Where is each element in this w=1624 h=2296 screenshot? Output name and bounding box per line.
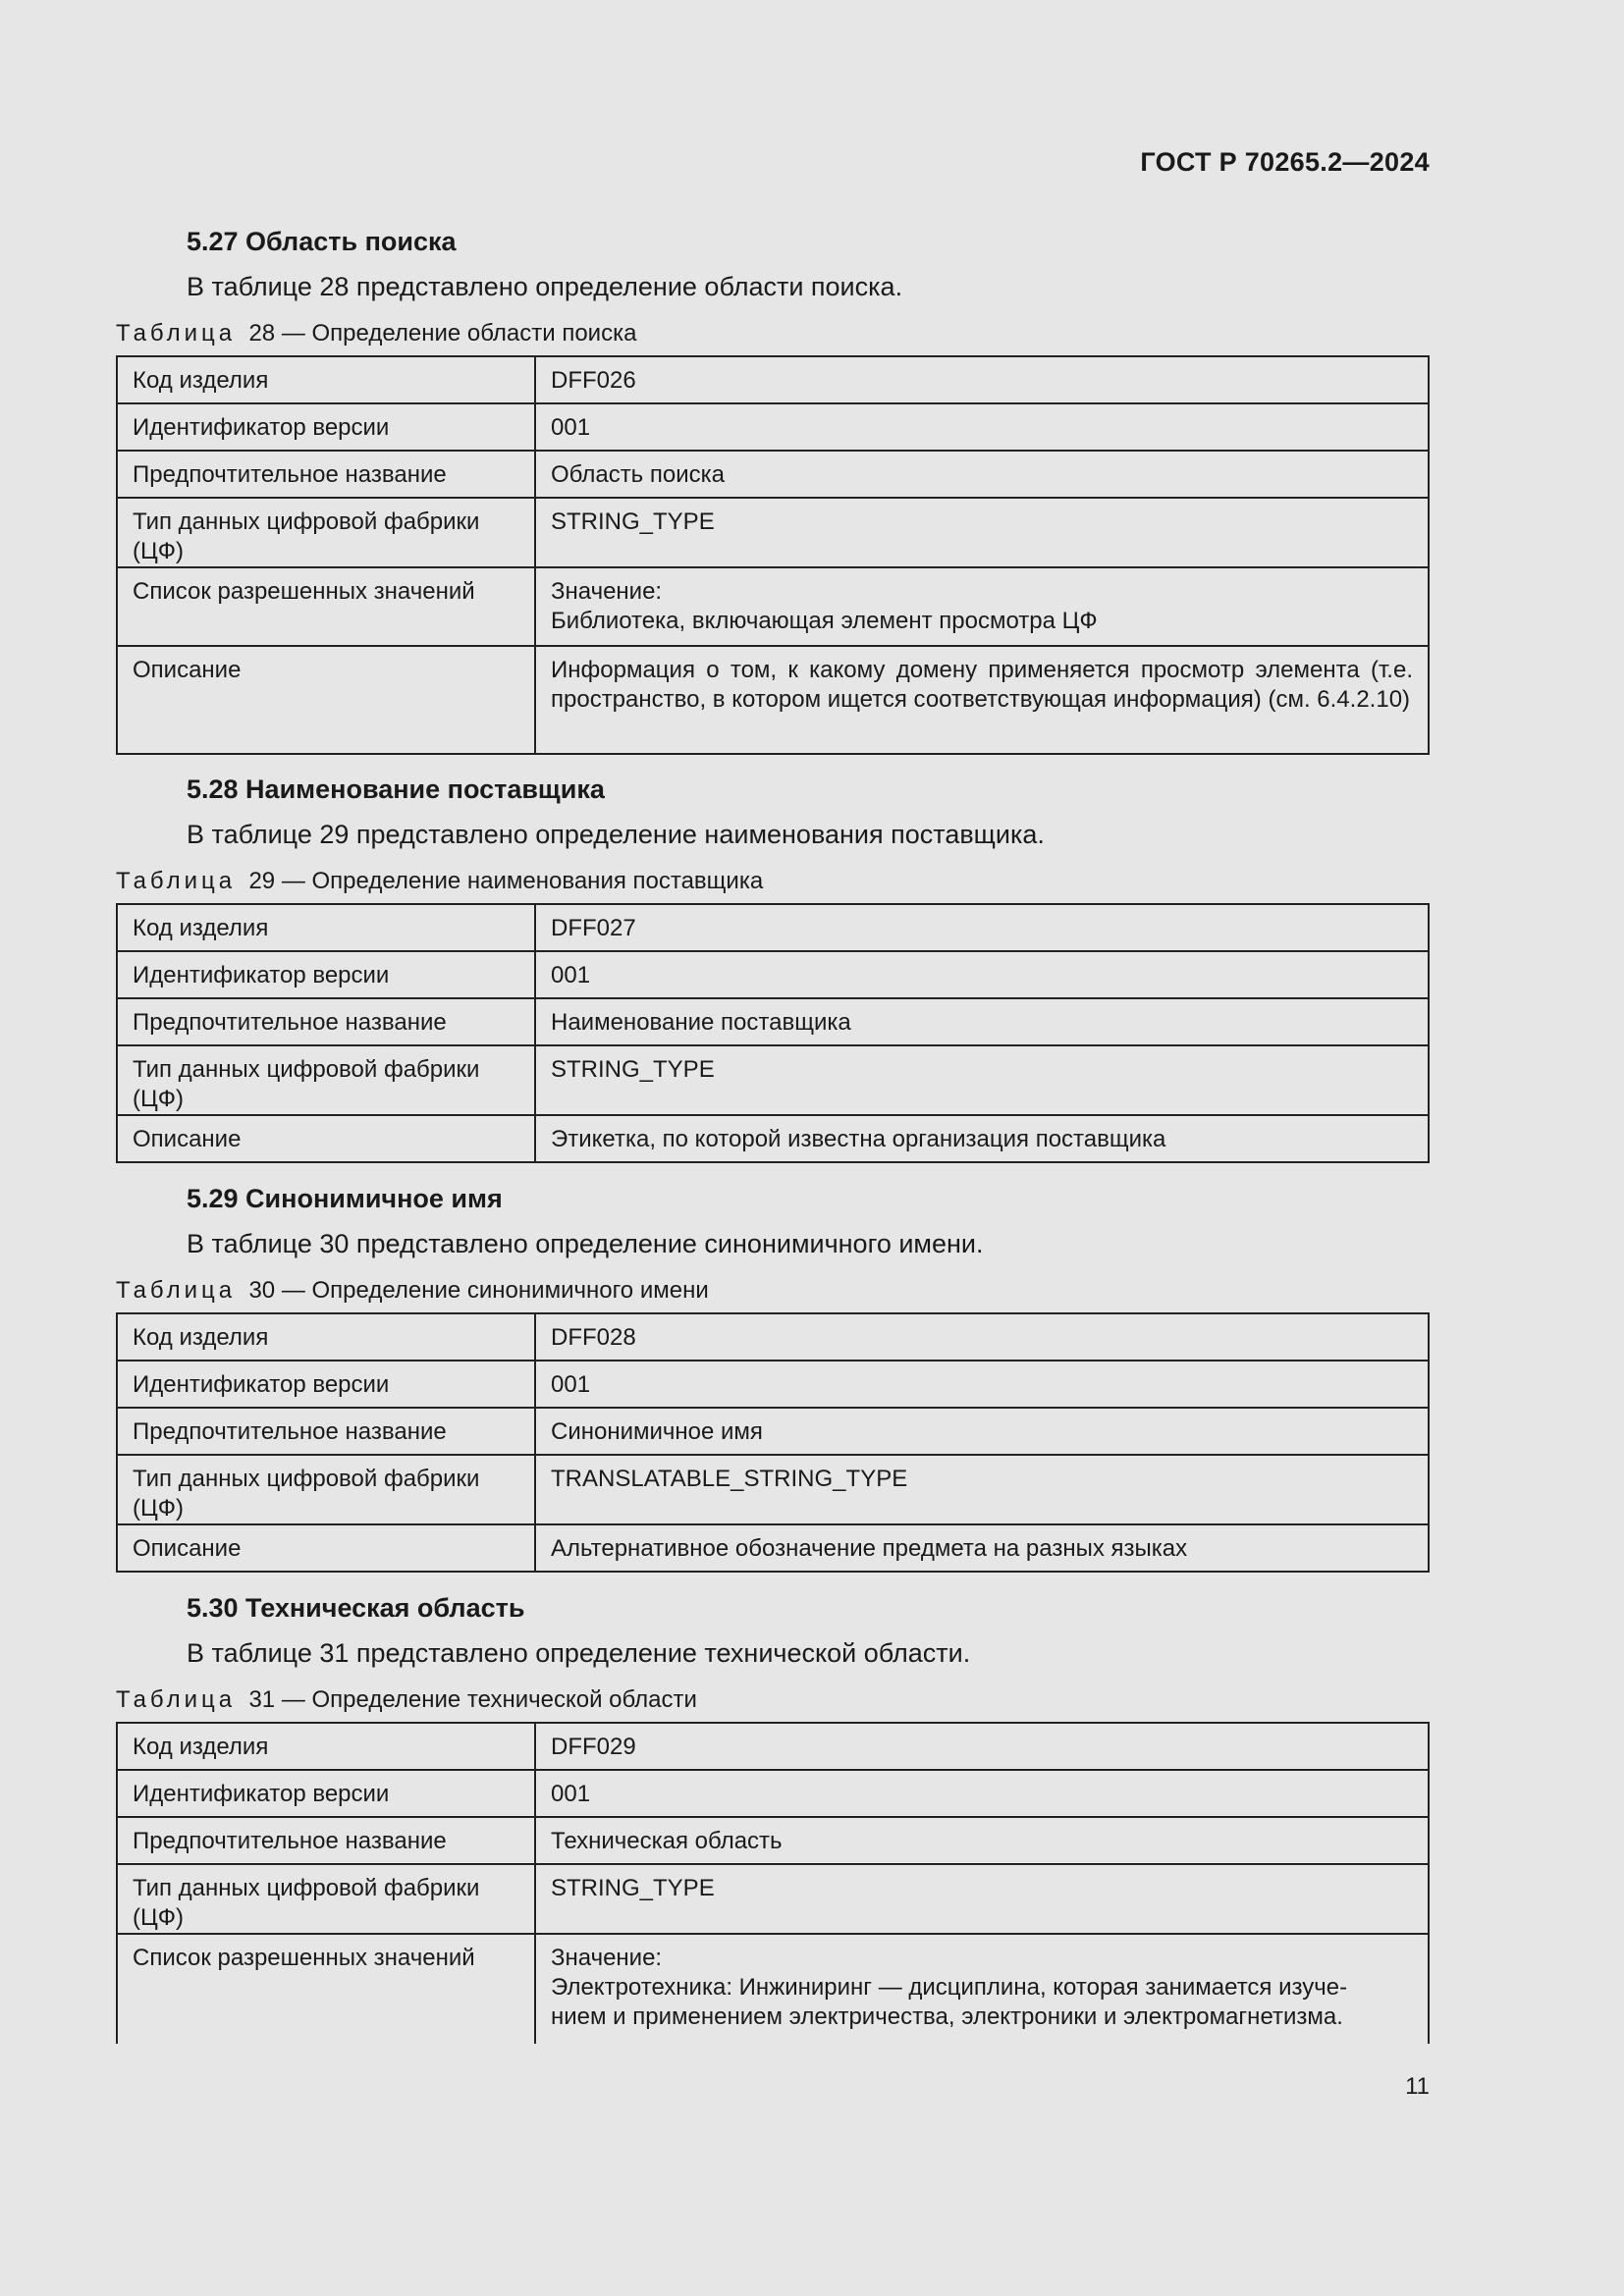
definition-table-28 — [116, 355, 1430, 755]
table-row: Список разрешенных значений Значение: Библиотека, включающая элемент просмотра ЦФ — [117, 567, 1429, 646]
section-intro: В таблице 28 представлено определение области поиска. — [187, 272, 903, 301]
table-row: Тип данных цифровой фабрики (ЦФ) TRANSLATABLE_STRING_TYPE — [117, 1455, 1429, 1524]
page-number: 11 — [1405, 2073, 1430, 2100]
table-row: Предпочтительное название Наименование поставщика — [117, 998, 1429, 1045]
section-title: 5.29 Синонимичное имя — [187, 1184, 503, 1213]
table-row: Идентификатор версии 001 — [117, 951, 1429, 998]
table-row: Предпочтительное название Область поиска — [117, 451, 1429, 498]
table-caption: Таблица 31 — Определение технической области — [116, 1686, 697, 1713]
section-title: 5.27 Область поиска — [187, 227, 457, 256]
table-row: Описание Альтернативное обозначение предмета на разных языках — [117, 1524, 1429, 1572]
table-row: Тип данных цифровой фабрики (ЦФ) STRING_TYPE — [117, 1045, 1429, 1115]
table-caption: Таблица 30 — Определение синонимичного имени — [116, 1277, 709, 1304]
definition-table-30 — [116, 1312, 1430, 1573]
section-intro: В таблице 30 представлено определение синонимичного имени. — [187, 1229, 984, 1258]
table-row: Тип данных цифровой фабрики (ЦФ) STRING_TYPE — [117, 498, 1429, 567]
table-row: Код изделия DFF029 — [117, 1723, 1429, 1770]
table-row: Список разрешенных значений Значение: Электротехника: Инжиниринг — дисциплина, которая занимается изуче- нием и применением электричества, электроники и электромагнетизма. — [117, 1934, 1429, 2044]
table-row: Код изделия DFF027 — [117, 904, 1429, 951]
table-row: Код изделия DFF026 — [117, 356, 1429, 403]
table-caption: Таблица 28 — Определение области поиска — [116, 320, 637, 347]
table-row: Идентификатор версии 001 — [117, 1361, 1429, 1408]
section-5-27 — [116, 222, 1430, 755]
table-row: Код изделия DFF028 — [117, 1313, 1429, 1361]
table-row: Тип данных цифровой фабрики (ЦФ) STRING_TYPE — [117, 1864, 1429, 1934]
table-row: Идентификатор версии 001 — [117, 1770, 1429, 1817]
definition-table-31 — [116, 1722, 1430, 2044]
section-title: 5.28 Наименование поставщика — [187, 774, 605, 804]
section-5-29 — [116, 1179, 1430, 1573]
table-row: Предпочтительное название Синонимичное имя — [117, 1408, 1429, 1455]
document-code-header: ГОСТ Р 70265.2—2024 — [1140, 147, 1430, 177]
section-5-30 — [116, 1588, 1430, 2044]
table-row: Идентификатор версии 001 — [117, 403, 1429, 451]
table-row: Предпочтительное название Техническая область — [117, 1817, 1429, 1864]
section-5-28 — [116, 770, 1430, 1163]
table-row: Описание Этикетка, по которой известна организация поставщика — [117, 1115, 1429, 1162]
section-title: 5.30 Техническая область — [187, 1593, 525, 1623]
definition-table-29 — [116, 903, 1430, 1163]
table-row: Описание Информация о том, к какому домену применяется просмотр элемента (т.е. пространство, в котором ищется соответствующая информация) (см. 6.4.2.10) — [117, 646, 1429, 754]
section-intro: В таблице 29 представлено определение наименования поставщика. — [187, 820, 1045, 849]
table-caption: Таблица 29 — Определение наименования поставщика — [116, 868, 764, 894]
section-intro: В таблице 31 представлено определение технической области. — [187, 1638, 971, 1668]
